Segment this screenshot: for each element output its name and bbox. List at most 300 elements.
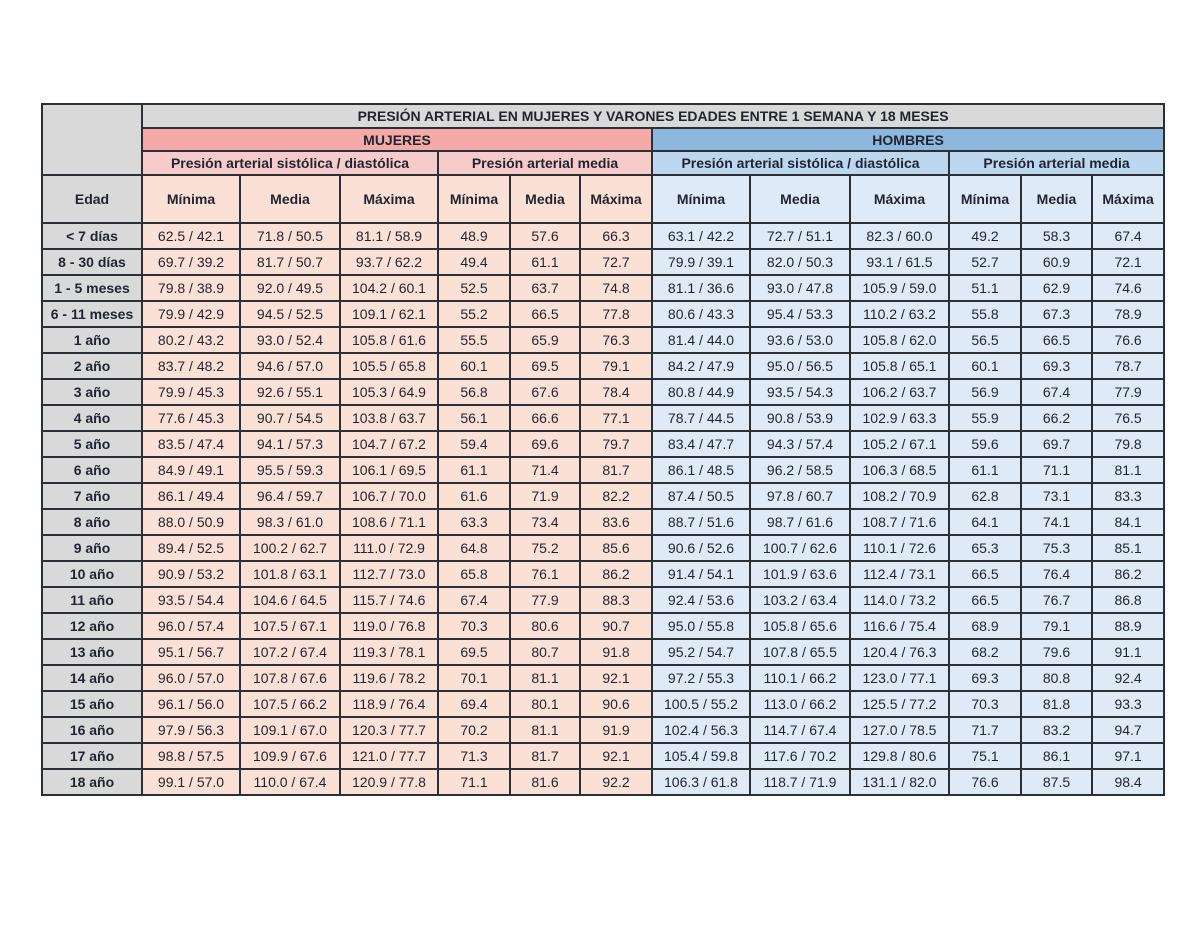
men-value-cell: 95.0 / 55.8	[652, 613, 750, 639]
men-value-cell: 80.8	[1021, 665, 1092, 691]
women-value-cell: 105.3 / 64.9	[340, 379, 438, 405]
women-value-cell: 97.9 / 56.3	[142, 717, 240, 743]
men-value-cell: 110.1 / 72.6	[850, 535, 949, 561]
women-value-cell: 93.7 / 62.2	[340, 249, 438, 275]
women-value-cell: 81.1 / 58.9	[340, 223, 438, 249]
men-value-cell: 80.6 / 43.3	[652, 301, 750, 327]
men-value-cell: 92.4 / 53.6	[652, 587, 750, 613]
subgroup-women-systolic-diastolic: Presión arterial sistólica / diastólica	[142, 151, 438, 175]
women-value-cell: 69.5	[438, 639, 510, 665]
women-value-cell: 89.4 / 52.5	[142, 535, 240, 561]
column-header-women-sd-min: Mínima	[142, 175, 240, 223]
men-value-cell: 102.9 / 63.3	[850, 405, 949, 431]
women-value-cell: 98.8 / 57.5	[142, 743, 240, 769]
women-value-cell: 118.9 / 76.4	[340, 691, 438, 717]
table-row	[42, 587, 1164, 613]
men-value-cell: 98.7 / 61.6	[750, 509, 850, 535]
women-value-cell: 103.8 / 63.7	[340, 405, 438, 431]
table-row	[42, 509, 1164, 535]
men-value-cell: 95.2 / 54.7	[652, 639, 750, 665]
women-value-cell: 120.3 / 77.7	[340, 717, 438, 743]
women-value-cell: 81.6	[510, 769, 580, 795]
men-value-cell: 81.8	[1021, 691, 1092, 717]
women-value-cell: 56.1	[438, 405, 510, 431]
women-value-cell: 79.7	[580, 431, 652, 457]
women-value-cell: 77.1	[580, 405, 652, 431]
men-value-cell: 76.5	[1092, 405, 1164, 431]
age-cell: 18 año	[42, 769, 142, 795]
men-value-cell: 67.3	[1021, 301, 1092, 327]
women-value-cell: 91.8	[580, 639, 652, 665]
subgroup-men-mean: Presión arterial media	[949, 151, 1164, 175]
women-value-cell: 94.5 / 52.5	[240, 301, 340, 327]
women-value-cell: 115.7 / 74.6	[340, 587, 438, 613]
men-value-cell: 79.9 / 39.1	[652, 249, 750, 275]
age-cell: 13 año	[42, 639, 142, 665]
group-header-men: HOMBRES	[652, 128, 1164, 151]
men-value-cell: 80.8 / 44.9	[652, 379, 750, 405]
women-value-cell: 109.9 / 67.6	[240, 743, 340, 769]
men-value-cell: 68.9	[949, 613, 1021, 639]
women-value-cell: 73.4	[510, 509, 580, 535]
men-value-cell: 66.5	[949, 587, 1021, 613]
women-value-cell: 105.8 / 61.6	[340, 327, 438, 353]
men-value-cell: 129.8 / 80.6	[850, 743, 949, 769]
men-value-cell: 67.4	[1021, 379, 1092, 405]
column-header-men-mean-mid: Media	[1021, 175, 1092, 223]
women-value-cell: 94.1 / 57.3	[240, 431, 340, 457]
women-value-cell: 101.8 / 63.1	[240, 561, 340, 587]
men-value-cell: 105.8 / 65.1	[850, 353, 949, 379]
men-value-cell: 110.1 / 66.2	[750, 665, 850, 691]
table-row	[42, 431, 1164, 457]
women-value-cell: 120.9 / 77.8	[340, 769, 438, 795]
men-value-cell: 71.1	[1021, 457, 1092, 483]
men-value-cell: 69.3	[949, 665, 1021, 691]
men-value-cell: 86.8	[1092, 587, 1164, 613]
women-value-cell: 88.0 / 50.9	[142, 509, 240, 535]
women-value-cell: 83.6	[580, 509, 652, 535]
men-value-cell: 74.6	[1092, 275, 1164, 301]
age-cell: 3 año	[42, 379, 142, 405]
women-value-cell: 65.8	[438, 561, 510, 587]
women-value-cell: 81.7	[510, 743, 580, 769]
women-value-cell: 67.4	[438, 587, 510, 613]
table-row	[42, 717, 1164, 743]
men-value-cell: 108.7 / 71.6	[850, 509, 949, 535]
men-value-cell: 93.5 / 54.3	[750, 379, 850, 405]
women-value-cell: 60.1	[438, 353, 510, 379]
age-cell: 7 año	[42, 483, 142, 509]
table-row	[42, 301, 1164, 327]
women-value-cell: 98.3 / 61.0	[240, 509, 340, 535]
women-value-cell: 81.7 / 50.7	[240, 249, 340, 275]
women-value-cell: 104.6 / 64.5	[240, 587, 340, 613]
men-value-cell: 106.2 / 63.7	[850, 379, 949, 405]
table-row	[42, 379, 1164, 405]
column-header-age: Edad	[42, 175, 142, 223]
women-value-cell: 84.9 / 49.1	[142, 457, 240, 483]
men-value-cell: 93.6 / 53.0	[750, 327, 850, 353]
men-value-cell: 63.1 / 42.2	[652, 223, 750, 249]
women-value-cell: 71.9	[510, 483, 580, 509]
men-value-cell: 93.3	[1092, 691, 1164, 717]
men-value-cell: 97.8 / 60.7	[750, 483, 850, 509]
men-value-cell: 67.4	[1092, 223, 1164, 249]
men-value-cell: 116.6 / 75.4	[850, 613, 949, 639]
women-value-cell: 92.0 / 49.5	[240, 275, 340, 301]
men-value-cell: 93.0 / 47.8	[750, 275, 850, 301]
women-value-cell: 56.8	[438, 379, 510, 405]
men-value-cell: 93.1 / 61.5	[850, 249, 949, 275]
women-value-cell: 109.1 / 67.0	[240, 717, 340, 743]
women-value-cell: 61.1	[438, 457, 510, 483]
table-row	[42, 275, 1164, 301]
women-value-cell: 69.4	[438, 691, 510, 717]
women-value-cell: 57.6	[510, 223, 580, 249]
women-value-cell: 66.5	[510, 301, 580, 327]
table-row	[42, 223, 1164, 249]
women-value-cell: 95.5 / 59.3	[240, 457, 340, 483]
women-value-cell: 69.5	[510, 353, 580, 379]
men-value-cell: 92.4	[1092, 665, 1164, 691]
women-value-cell: 100.2 / 62.7	[240, 535, 340, 561]
women-value-cell: 81.1	[510, 665, 580, 691]
column-header-women-sd-mid: Media	[240, 175, 340, 223]
women-value-cell: 74.8	[580, 275, 652, 301]
men-value-cell: 120.4 / 76.3	[850, 639, 949, 665]
men-value-cell: 82.3 / 60.0	[850, 223, 949, 249]
men-value-cell: 81.1	[1092, 457, 1164, 483]
men-value-cell: 73.1	[1021, 483, 1092, 509]
women-value-cell: 78.4	[580, 379, 652, 405]
men-value-cell: 75.3	[1021, 535, 1092, 561]
men-value-cell: 61.1	[949, 457, 1021, 483]
men-value-cell: 97.1	[1092, 743, 1164, 769]
table-row	[42, 743, 1164, 769]
men-value-cell: 69.3	[1021, 353, 1092, 379]
men-value-cell: 118.7 / 71.9	[750, 769, 850, 795]
women-value-cell: 61.1	[510, 249, 580, 275]
men-value-cell: 127.0 / 78.5	[850, 717, 949, 743]
men-value-cell: 76.6	[949, 769, 1021, 795]
age-cell: 10 año	[42, 561, 142, 587]
women-value-cell: 107.8 / 67.6	[240, 665, 340, 691]
men-value-cell: 123.0 / 77.1	[850, 665, 949, 691]
men-value-cell: 56.9	[949, 379, 1021, 405]
men-value-cell: 69.7	[1021, 431, 1092, 457]
women-value-cell: 72.7	[580, 249, 652, 275]
men-value-cell: 72.1	[1092, 249, 1164, 275]
women-value-cell: 77.9	[510, 587, 580, 613]
men-value-cell: 59.6	[949, 431, 1021, 457]
age-cell: 17 año	[42, 743, 142, 769]
men-value-cell: 105.9 / 59.0	[850, 275, 949, 301]
men-value-cell: 87.4 / 50.5	[652, 483, 750, 509]
column-header-men-sd-min: Mínima	[652, 175, 750, 223]
men-value-cell: 71.7	[949, 717, 1021, 743]
men-value-cell: 100.5 / 55.2	[652, 691, 750, 717]
women-value-cell: 76.1	[510, 561, 580, 587]
men-value-cell: 72.7 / 51.1	[750, 223, 850, 249]
men-value-cell: 85.1	[1092, 535, 1164, 561]
blood-pressure-table	[41, 103, 1165, 796]
women-value-cell: 71.4	[510, 457, 580, 483]
men-value-cell: 56.5	[949, 327, 1021, 353]
men-value-cell: 106.3 / 61.8	[652, 769, 750, 795]
column-header-men-sd-max: Máxima	[850, 175, 949, 223]
men-value-cell: 102.4 / 56.3	[652, 717, 750, 743]
women-value-cell: 71.3	[438, 743, 510, 769]
age-cell: 12 año	[42, 613, 142, 639]
men-value-cell: 78.7 / 44.5	[652, 405, 750, 431]
women-value-cell: 108.6 / 71.1	[340, 509, 438, 535]
men-value-cell: 49.2	[949, 223, 1021, 249]
women-value-cell: 77.8	[580, 301, 652, 327]
women-value-cell: 82.2	[580, 483, 652, 509]
women-value-cell: 92.6 / 55.1	[240, 379, 340, 405]
women-value-cell: 86.1 / 49.4	[142, 483, 240, 509]
women-value-cell: 90.7	[580, 613, 652, 639]
men-value-cell: 110.2 / 63.2	[850, 301, 949, 327]
women-value-cell: 90.7 / 54.5	[240, 405, 340, 431]
women-value-cell: 81.7	[580, 457, 652, 483]
table-row	[42, 561, 1164, 587]
group-header-women: MUJERES	[142, 128, 652, 151]
men-value-cell: 86.2	[1092, 561, 1164, 587]
men-value-cell: 66.2	[1021, 405, 1092, 431]
men-value-cell: 79.8	[1092, 431, 1164, 457]
women-value-cell: 111.0 / 72.9	[340, 535, 438, 561]
table-body	[42, 223, 1164, 795]
women-value-cell: 119.3 / 78.1	[340, 639, 438, 665]
men-value-cell: 78.7	[1092, 353, 1164, 379]
men-value-cell: 101.9 / 63.6	[750, 561, 850, 587]
table-row	[42, 769, 1164, 795]
women-value-cell: 107.5 / 67.1	[240, 613, 340, 639]
men-value-cell: 62.8	[949, 483, 1021, 509]
men-value-cell: 97.2 / 55.3	[652, 665, 750, 691]
men-value-cell: 60.1	[949, 353, 1021, 379]
women-value-cell: 66.3	[580, 223, 652, 249]
women-value-cell: 63.7	[510, 275, 580, 301]
table-row	[42, 457, 1164, 483]
women-value-cell: 76.3	[580, 327, 652, 353]
women-value-cell: 105.5 / 65.8	[340, 353, 438, 379]
subgroup-men-systolic-diastolic: Presión arterial sistólica / diastólica	[652, 151, 949, 175]
men-value-cell: 114.0 / 73.2	[850, 587, 949, 613]
women-value-cell: 63.3	[438, 509, 510, 535]
women-value-cell: 107.5 / 66.2	[240, 691, 340, 717]
age-cell: 1 - 5 meses	[42, 275, 142, 301]
women-value-cell: 96.0 / 57.0	[142, 665, 240, 691]
men-value-cell: 107.8 / 65.5	[750, 639, 850, 665]
age-cell: 14 año	[42, 665, 142, 691]
column-header-men-sd-mid: Media	[750, 175, 850, 223]
corner-cell	[42, 104, 142, 175]
age-cell: 11 año	[42, 587, 142, 613]
age-cell: 16 año	[42, 717, 142, 743]
men-value-cell: 88.9	[1092, 613, 1164, 639]
men-value-cell: 62.9	[1021, 275, 1092, 301]
men-value-cell: 68.2	[949, 639, 1021, 665]
men-value-cell: 66.5	[1021, 327, 1092, 353]
men-value-cell: 95.4 / 53.3	[750, 301, 850, 327]
men-value-cell: 117.6 / 70.2	[750, 743, 850, 769]
men-value-cell: 84.2 / 47.9	[652, 353, 750, 379]
age-cell: 5 año	[42, 431, 142, 457]
women-value-cell: 93.0 / 52.4	[240, 327, 340, 353]
column-header-women-sd-max: Máxima	[340, 175, 438, 223]
women-value-cell: 95.1 / 56.7	[142, 639, 240, 665]
column-header-women-mean-max: Máxima	[580, 175, 652, 223]
column-header-men-mean-max: Máxima	[1092, 175, 1164, 223]
women-value-cell: 83.7 / 48.2	[142, 353, 240, 379]
men-value-cell: 98.4	[1092, 769, 1164, 795]
men-value-cell: 58.3	[1021, 223, 1092, 249]
women-value-cell: 90.6	[580, 691, 652, 717]
women-value-cell: 61.6	[438, 483, 510, 509]
men-value-cell: 87.5	[1021, 769, 1092, 795]
women-value-cell: 70.2	[438, 717, 510, 743]
women-value-cell: 96.1 / 56.0	[142, 691, 240, 717]
women-value-cell: 80.1	[510, 691, 580, 717]
table-row	[42, 639, 1164, 665]
women-value-cell: 67.6	[510, 379, 580, 405]
men-value-cell: 60.9	[1021, 249, 1092, 275]
age-cell: < 7 días	[42, 223, 142, 249]
women-value-cell: 90.9 / 53.2	[142, 561, 240, 587]
men-value-cell: 96.2 / 58.5	[750, 457, 850, 483]
men-value-cell: 75.1	[949, 743, 1021, 769]
age-cell: 8 - 30 días	[42, 249, 142, 275]
women-value-cell: 79.9 / 42.9	[142, 301, 240, 327]
women-value-cell: 75.2	[510, 535, 580, 561]
table-row	[42, 327, 1164, 353]
age-cell: 6 año	[42, 457, 142, 483]
men-value-cell: 105.2 / 67.1	[850, 431, 949, 457]
women-value-cell: 107.2 / 67.4	[240, 639, 340, 665]
women-value-cell: 62.5 / 42.1	[142, 223, 240, 249]
men-value-cell: 77.9	[1092, 379, 1164, 405]
men-value-cell: 78.9	[1092, 301, 1164, 327]
men-value-cell: 95.0 / 56.5	[750, 353, 850, 379]
men-value-cell: 84.1	[1092, 509, 1164, 535]
men-value-cell: 86.1 / 48.5	[652, 457, 750, 483]
women-value-cell: 92.1	[580, 665, 652, 691]
men-value-cell: 88.7 / 51.6	[652, 509, 750, 535]
men-value-cell: 76.7	[1021, 587, 1092, 613]
table-row	[42, 613, 1164, 639]
men-value-cell: 108.2 / 70.9	[850, 483, 949, 509]
women-value-cell: 83.5 / 47.4	[142, 431, 240, 457]
men-value-cell: 125.5 / 77.2	[850, 691, 949, 717]
subgroup-women-mean: Presión arterial media	[438, 151, 652, 175]
men-value-cell: 114.7 / 67.4	[750, 717, 850, 743]
women-value-cell: 66.6	[510, 405, 580, 431]
women-value-cell: 99.1 / 57.0	[142, 769, 240, 795]
table-row	[42, 691, 1164, 717]
men-value-cell: 113.0 / 66.2	[750, 691, 850, 717]
men-value-cell: 81.1 / 36.6	[652, 275, 750, 301]
men-value-cell: 79.6	[1021, 639, 1092, 665]
women-value-cell: 91.9	[580, 717, 652, 743]
women-value-cell: 104.2 / 60.1	[340, 275, 438, 301]
women-value-cell: 79.1	[580, 353, 652, 379]
men-value-cell: 51.1	[949, 275, 1021, 301]
table-row	[42, 405, 1164, 431]
women-value-cell: 110.0 / 67.4	[240, 769, 340, 795]
women-value-cell: 70.1	[438, 665, 510, 691]
women-value-cell: 85.6	[580, 535, 652, 561]
men-value-cell: 94.3 / 57.4	[750, 431, 850, 457]
men-value-cell: 66.5	[949, 561, 1021, 587]
women-value-cell: 55.5	[438, 327, 510, 353]
age-cell: 4 año	[42, 405, 142, 431]
women-value-cell: 70.3	[438, 613, 510, 639]
men-value-cell: 82.0 / 50.3	[750, 249, 850, 275]
men-value-cell: 74.1	[1021, 509, 1092, 535]
men-value-cell: 105.8 / 65.6	[750, 613, 850, 639]
women-value-cell: 52.5	[438, 275, 510, 301]
women-value-cell: 59.4	[438, 431, 510, 457]
men-value-cell: 65.3	[949, 535, 1021, 561]
women-value-cell: 77.6 / 45.3	[142, 405, 240, 431]
women-value-cell: 48.9	[438, 223, 510, 249]
women-value-cell: 92.2	[580, 769, 652, 795]
women-value-cell: 119.6 / 78.2	[340, 665, 438, 691]
column-header-men-mean-min: Mínima	[949, 175, 1021, 223]
women-value-cell: 86.2	[580, 561, 652, 587]
women-value-cell: 65.9	[510, 327, 580, 353]
men-value-cell: 81.4 / 44.0	[652, 327, 750, 353]
men-value-cell: 76.4	[1021, 561, 1092, 587]
women-value-cell: 96.0 / 57.4	[142, 613, 240, 639]
age-cell: 9 año	[42, 535, 142, 561]
men-value-cell: 55.8	[949, 301, 1021, 327]
women-value-cell: 106.1 / 69.5	[340, 457, 438, 483]
women-value-cell: 106.7 / 70.0	[340, 483, 438, 509]
men-value-cell: 103.2 / 63.4	[750, 587, 850, 613]
men-value-cell: 91.1	[1092, 639, 1164, 665]
women-value-cell: 55.2	[438, 301, 510, 327]
age-cell: 1 año	[42, 327, 142, 353]
men-value-cell: 131.1 / 82.0	[850, 769, 949, 795]
women-value-cell: 69.7 / 39.2	[142, 249, 240, 275]
men-value-cell: 52.7	[949, 249, 1021, 275]
men-value-cell: 90.8 / 53.9	[750, 405, 850, 431]
table-row	[42, 535, 1164, 561]
men-value-cell: 112.4 / 73.1	[850, 561, 949, 587]
women-value-cell: 96.4 / 59.7	[240, 483, 340, 509]
men-value-cell: 100.7 / 62.6	[750, 535, 850, 561]
table-row	[42, 483, 1164, 509]
men-value-cell: 91.4 / 54.1	[652, 561, 750, 587]
table-title: PRESIÓN ARTERIAL EN MUJERES Y VARONES EDADES ENTRE 1 SEMANA Y 18 MESES	[142, 104, 1164, 128]
men-value-cell: 106.3 / 68.5	[850, 457, 949, 483]
men-value-cell: 83.3	[1092, 483, 1164, 509]
women-value-cell: 119.0 / 76.8	[340, 613, 438, 639]
women-value-cell: 79.8 / 38.9	[142, 275, 240, 301]
women-value-cell: 121.0 / 77.7	[340, 743, 438, 769]
column-header-women-mean-mid: Media	[510, 175, 580, 223]
women-value-cell: 92.1	[580, 743, 652, 769]
women-value-cell: 104.7 / 67.2	[340, 431, 438, 457]
men-value-cell: 94.7	[1092, 717, 1164, 743]
men-value-cell: 105.4 / 59.8	[652, 743, 750, 769]
men-value-cell: 76.6	[1092, 327, 1164, 353]
women-value-cell: 81.1	[510, 717, 580, 743]
